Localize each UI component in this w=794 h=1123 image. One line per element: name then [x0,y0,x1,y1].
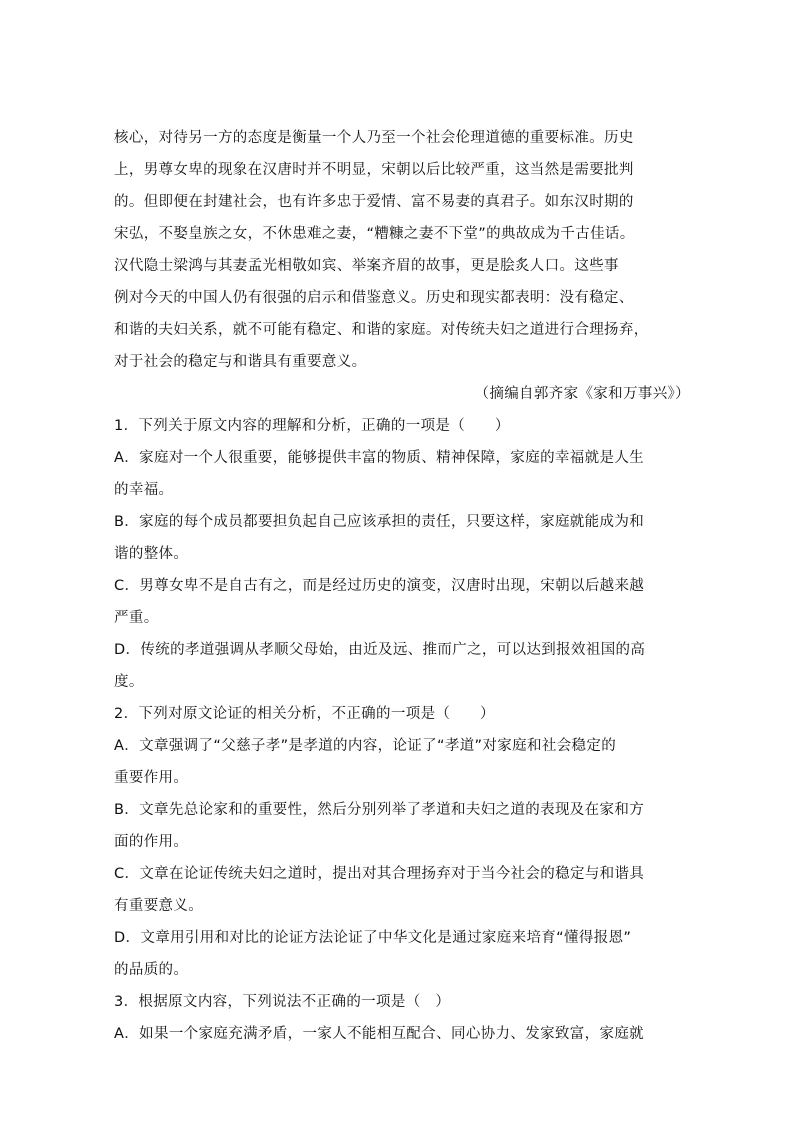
question-option-d-cont: 度。 [114,674,144,690]
question-option-a-cont: 的幸福。 [114,482,174,498]
passage-line: 汉代隐士梁鸿与其妻孟光相敬如宾、举案齐眉的故事，更是脍炙人口。这些事 [114,258,619,274]
question-option-c: C．男尊女卑不是自古有之，而是经过历史的演变，汉唐时出现，宋朝以后越来越 [114,578,645,594]
passage-line: 和谐的夫妇关系，就不可能有稳定、和谐的家庭。对传统夫妇之道进行合理扬弃， [114,322,649,338]
question-option-b: B．家庭的每个成员都要担负起自己应该承担的责任，只要这样，家庭就能成为和 [114,514,645,530]
question-option-a-cont: 重要作用。 [114,770,189,786]
question-option-a: A．家庭对一个人很重要，能够提供丰富的物质、精神保障，家庭的幸福就是人生 [114,450,645,466]
question-option-c-cont: 严重。 [114,610,159,626]
question-option-d-cont: 的品质的。 [114,962,189,978]
question-option-b: B．文章先总论家和的重要性，然后分别列举了孝道和夫妇之道的表现及在家和方 [114,802,645,818]
question-option-c-cont: 有重要意义。 [114,898,204,914]
question-option-b-cont: 谐的整体。 [114,546,189,562]
passage-line: 对于社会的稳定与和谐具有重要意义。 [114,354,367,370]
question-stem: 1．下列关于原文内容的理解和分析，正确的一项是（ ） [114,418,510,434]
question-option-d: D．文章用引用和对比的论证方法论证了中华文化是通过家庭来培育“懂得报恩” [114,930,632,946]
passage-line: 例对今天的中国人仍有很强的启示和借鉴意义。历史和现实都表明：没有稳定、 [114,290,634,306]
passage-line: 核心，对待另一方的态度是衡量一个人乃至一个社会伦理道德的重要标准。历史 [114,130,634,146]
question-stem: 3．根据原文内容，下列说法不正确的一项是（ ） [114,994,451,1010]
question-option-d: D．传统的孝道强调从孝顺父母始，由近及远、推而广之，可以达到报效祖国的高 [114,642,646,658]
question-option-b-cont: 面的作用。 [114,834,189,850]
question-option-a: A．如果一个家庭充满矛盾，一家人不能相互配合、同心协力、发家致富，家庭就 [114,1026,645,1042]
passage-line: 的。但即便在封建社会，也有许多忠于爱情、富不易妻的真君子。如东汉时期的 [114,194,634,210]
question-option-a: A．文章强调了“父慈子孝”是孝道的内容，论证了“孝道”对家庭和社会稳定的 [114,738,617,754]
passage-source: （摘编自郭齐家《家和万事兴》） [474,386,690,402]
passage-line: 宋弘，不娶皇族之女，不休患难之妻，“糟糠之妻不下堂”的典故成为千古佳话。 [114,226,635,242]
passage-line: 上，男尊女卑的现象在汉唐时并不明显，宋朝以后比较严重，这当然是需要批判 [114,162,634,178]
question-option-c: C．文章在论证传统夫妇之道时，提出对其合理扬弃对于当今社会的稳定与和谐具 [114,866,645,882]
question-stem: 2．下列对原文论证的相关分析，不正确的一项是（ ） [114,706,495,722]
